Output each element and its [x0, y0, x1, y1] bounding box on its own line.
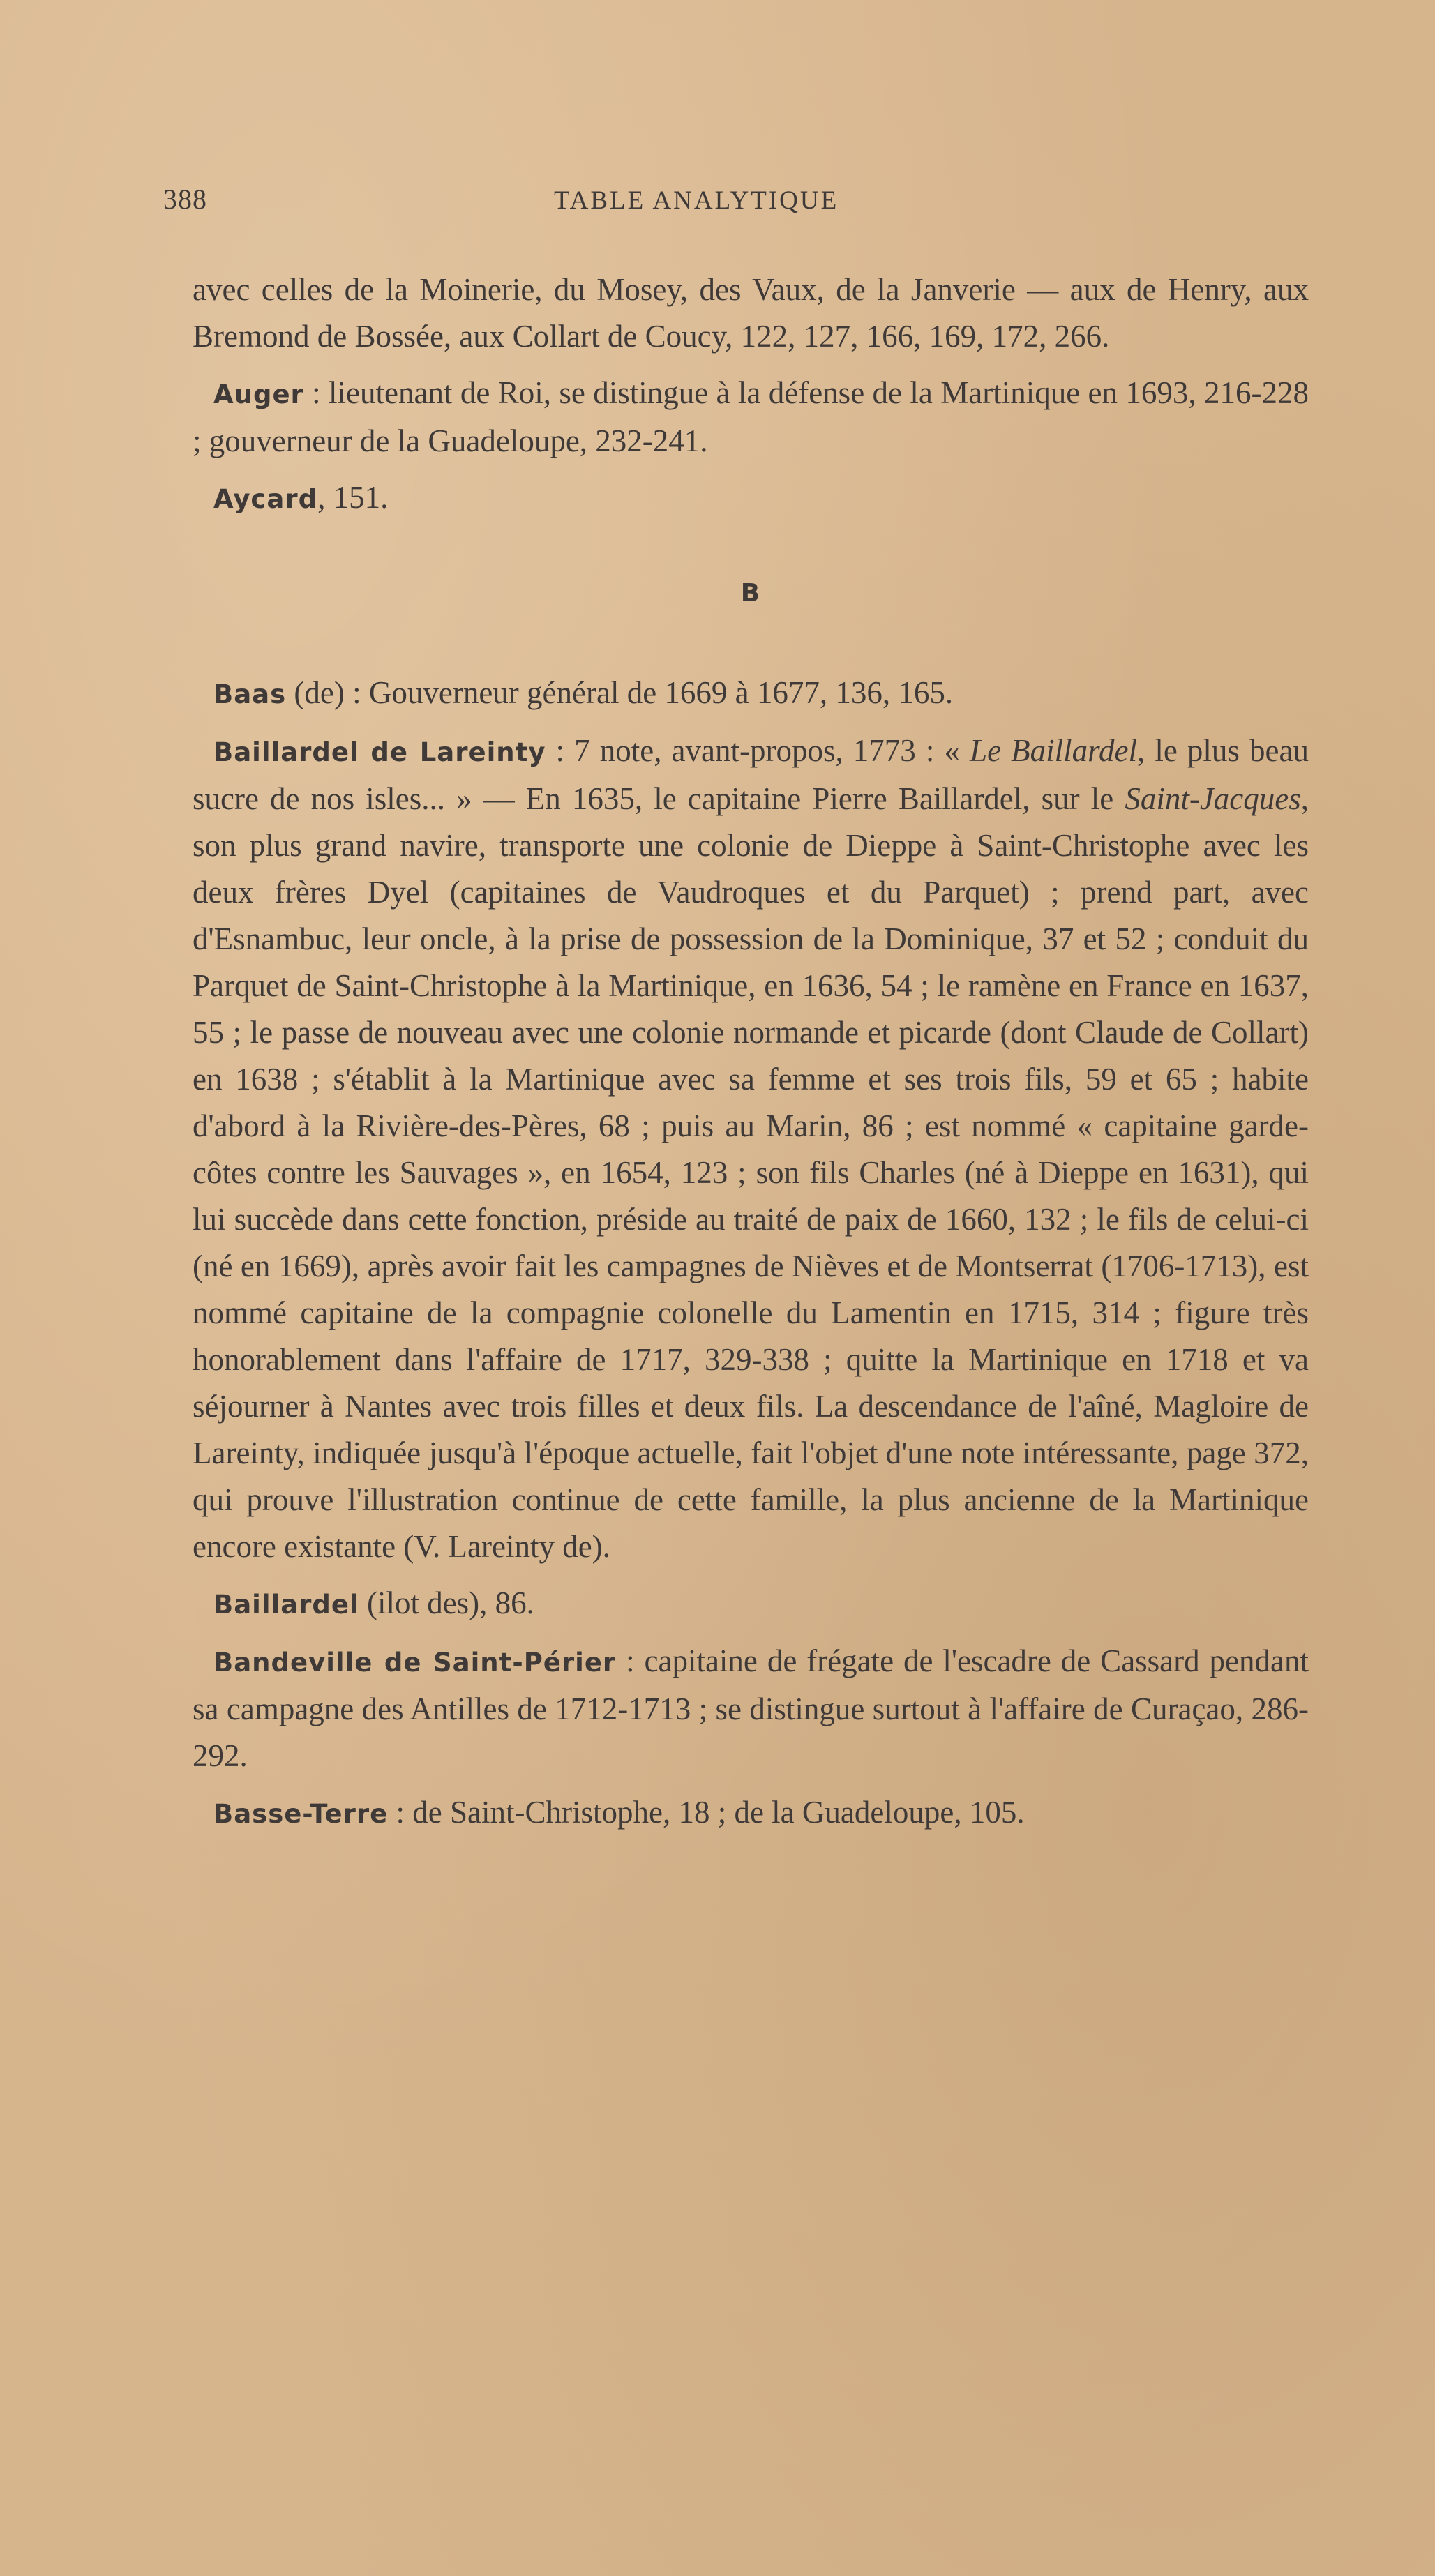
entry-text: , 151.	[317, 480, 389, 515]
page-number: 388	[163, 183, 207, 215]
entry-headword: Baillardel de Lareinty	[213, 737, 546, 767]
entry-headword: Baas	[213, 679, 287, 709]
page-header	[163, 183, 1307, 225]
running-head: TABLE ANALYTIQUE	[554, 186, 839, 215]
entry-headword: Auger	[213, 379, 304, 409]
entry-auger	[193, 370, 1309, 465]
entry-text: , son plus grand navire, transporte une colonie de Dieppe à Saint-Christophe avec les deux frères Dyel (capitaines de Vaudroques et du Parquet) ; prend part, avec d'Esnambuc, leur oncle, à la prise de possession de la Dominique, 37 et 52 ; conduit du Parquet de Saint-Christophe à la Martinique, en 1636, 54 ; le ramène en France en 1637, 55 ; le passe de nouveau avec une colonie normande et picarde (dont Claude de Collart) en 1638 ; s'établit à la Martinique avec sa femme et ses trois fils, 59 et 65 ; habite d'abord à la Rivière-des-Pères, 68 ; puis au Marin, 86 ; est nommé « capitaine garde-côtes contre les Sauvages », en 1654, 123 ; son fils Charles (né à Dieppe en 1631), qui lui succède dans cette fonction, préside au traité de paix de 1660, 132 ; le fils de celui-ci (né en 1669), après avoir fait les campagnes de Nièves et de Montserrat (1706-1713), est nommé capitaine de la compagnie colonelle du Lamentin en 1715, 314 ; figure très honorablement dans l'affaire de 1717, 329-338 ; quitte la Martinique en 1718 et va séjourner à Nantes avec trois filles et deux fils. La descendance de l'aîné, Magloire de Lareinty, indiquée jusqu'à l'époque actuelle, fait l'objet d'une note intéressante, page 372, qui prouve l'illustration continue de cette famille, la plus ancienne de la Martinique encore existante (V. Lareinty de).	[193, 781, 1309, 1564]
entry-basse-terre	[193, 1789, 1309, 1837]
entry-text: , le plus beau sucre de nos isles... » — En 1635, le capitaine Pierre Baillardel, sur le	[193, 733, 1309, 816]
entry-headword: Bandeville de Saint-Périer	[213, 1648, 617, 1678]
entry-baillardel-lareinty	[193, 728, 1309, 1570]
entry-text: : lieutenant de Roi, se distingue à la défense de la Martinique en 1693, 216-228 ; gouverneur de la Guadeloupe, 232-241.	[193, 375, 1309, 458]
entry-text: : 7 note, avant-propos, 1773 : «	[546, 733, 970, 768]
entry-bandeville	[193, 1638, 1309, 1779]
entry-baas	[193, 670, 1309, 718]
entry-baillardel-ilot	[193, 1580, 1309, 1628]
entry-headword: Aycard	[213, 484, 318, 514]
entry-italic-title: Le Baillardel	[970, 733, 1137, 768]
entry-headword: Baillardel	[213, 1590, 359, 1620]
entry-italic-ship: Saint-Jacques	[1125, 781, 1301, 816]
entry-text: : capitaine de frégate de l'escadre de Cassard pendant sa campagne des Antilles de 1712-1713 ; se distingue surtout à l'affaire de Curaçao, 286-292.	[193, 1643, 1309, 1773]
entry-aycard	[193, 474, 1309, 522]
continuation-text: avec celles de la Moinerie, du Mosey, des Vaux, de la Janverie — aux de Henry, aux Bremond de Bossée, aux Collart de Coucy, 122, 127, 166, 169, 172, 266.	[193, 272, 1309, 354]
index-text	[193, 266, 1309, 1837]
entry-continuation	[193, 266, 1309, 360]
entry-text: (ilot des), 86.	[359, 1585, 534, 1620]
entry-text: (de) : Gouverneur général de 1669 à 1677, 136, 165.	[286, 675, 954, 710]
entry-text: : de Saint-Christophe, 18 ; de la Guadeloupe, 105.	[388, 1795, 1025, 1830]
section-letter-b: B	[740, 579, 761, 608]
entry-headword: Basse-Terre	[213, 1799, 389, 1829]
